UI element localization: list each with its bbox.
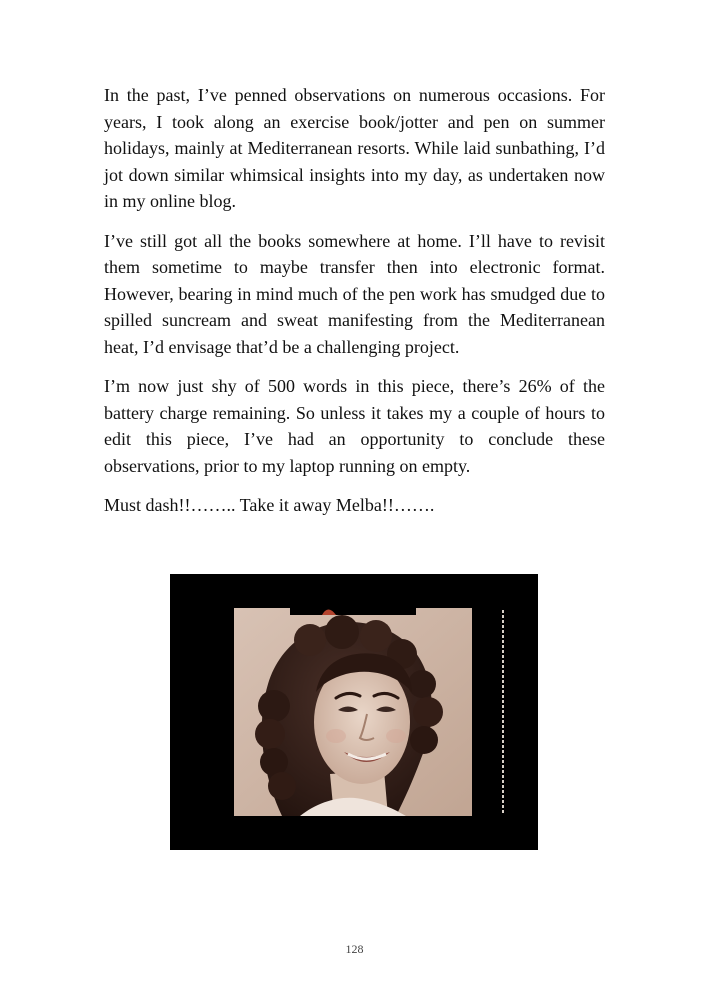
paragraph-4: Must dash!!…….. Take it away Melba!!……. — [104, 495, 435, 515]
portrait-illustration — [170, 574, 538, 850]
page-number: 128 — [345, 942, 364, 956]
paragraph-1: In the past, I’ve penned observations on numerous occasions. For years, I took along an exercise book/jotter and pen on summer holidays, mainly at Mediterranean resorts. While laid sunbathing, I’d jot down similar whimsical insights into my day, as undertaken now in my online blog. — [104, 85, 605, 211]
body-text — [104, 82, 605, 532]
paragraph-3: I’m now just shy of 500 words in this piece, there’s 26% of the battery charge remaining. So unless it takes my a couple of hours to edit this piece, I’ve had an opportunity to conclude these observations, prior to my laptop running on empty. — [104, 376, 605, 476]
paragraph-2: I’ve still got all the books somewhere at home. I’ll have to revisit them sometime to maybe transfer then into electronic format. However, bearing in mind much of the pen work has smudged due to spilled suncream and sweat manifesting from the Mediterranean heat, I’d envisage that’d be a challenging project. — [104, 230, 605, 357]
vintage-portrait-photo — [170, 574, 538, 850]
